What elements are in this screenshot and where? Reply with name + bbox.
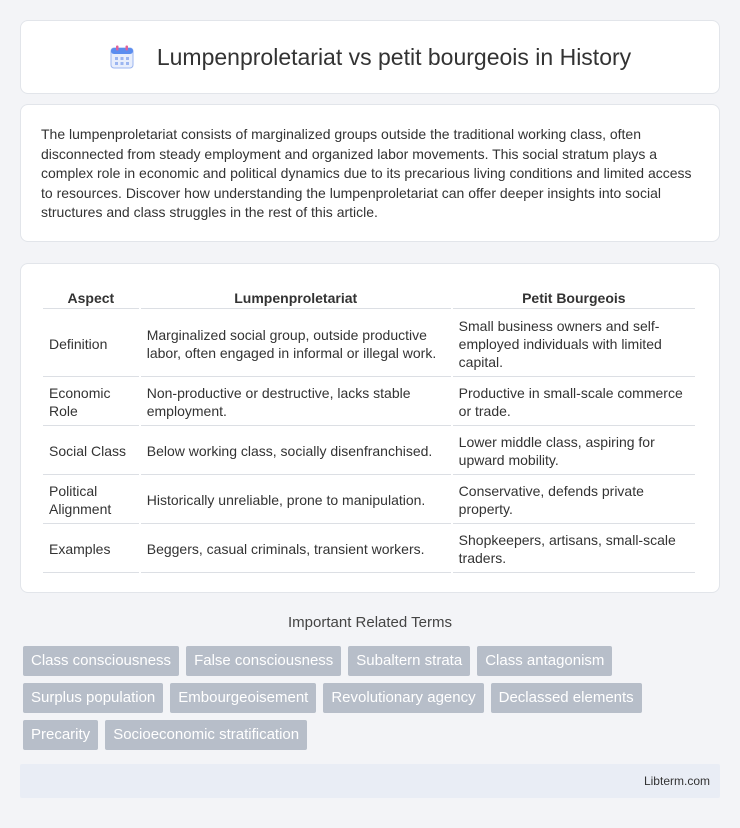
table-cell-petit: Conservative, defends private property. bbox=[453, 477, 695, 524]
column-header: Aspect bbox=[43, 286, 139, 309]
page-title: Lumpenproletariat vs petit bourgeois in History bbox=[156, 43, 632, 70]
table-cell-petit: Small business owners and self-employed individuals with limited capital. bbox=[453, 311, 695, 377]
footer bbox=[20, 764, 720, 798]
column-header: Petit Bourgeois bbox=[453, 286, 695, 309]
table-row bbox=[43, 379, 695, 426]
column-header: Lumpenproletariat bbox=[141, 286, 451, 309]
related-term-tag[interactable]: Surplus population bbox=[23, 683, 163, 713]
table-cell-aspect: Political Alignment bbox=[43, 477, 139, 524]
table-header-row bbox=[43, 286, 695, 309]
footer-site-link[interactable]: Libterm.com bbox=[643, 774, 710, 788]
related-term-tag[interactable]: Class antagonism bbox=[477, 646, 612, 676]
table-row bbox=[43, 477, 695, 524]
header-card bbox=[20, 20, 720, 94]
table-cell-petit: Lower middle class, aspiring for upward mobility. bbox=[453, 428, 695, 475]
calendar-icon bbox=[109, 44, 135, 70]
table-cell-lumpen: Beggers, casual criminals, transient workers. bbox=[141, 526, 451, 573]
table-cell-lumpen: Below working class, socially disenfranchised. bbox=[141, 428, 451, 475]
table-row bbox=[43, 428, 695, 475]
related-term-tag[interactable]: Embourgeoisement bbox=[170, 683, 316, 713]
table-cell-aspect: Economic Role bbox=[43, 379, 139, 426]
table-cell-aspect: Examples bbox=[43, 526, 139, 573]
related-term-tag[interactable]: Socioeconomic stratification bbox=[105, 720, 307, 750]
intro-paragraph: The lumpenproletariat consists of marginalized groups outside the traditional working class, often disconnected from steady employment and organized labor movements. This social stratum plays a complex role in economic and political dynamics due to its precarious living conditions and limited access to resources. Discover how understanding the lumpenproletariat can offer deeper insights into social structures and class struggles in the rest of this article. bbox=[41, 126, 692, 220]
table-cell-lumpen: Marginalized social group, outside productive labor, often engaged in informal or illegal work. bbox=[141, 311, 451, 377]
table-row bbox=[43, 526, 695, 573]
table-cell-petit: Shopkeepers, artisans, small-scale traders. bbox=[453, 526, 695, 573]
table-cell-lumpen: Historically unreliable, prone to manipulation. bbox=[141, 477, 451, 524]
intro-card bbox=[20, 104, 720, 242]
related-terms-title: Important Related Terms bbox=[288, 614, 452, 631]
table-row bbox=[43, 311, 695, 377]
related-term-tag[interactable]: Subaltern strata bbox=[348, 646, 470, 676]
table-cell-aspect: Social Class bbox=[43, 428, 139, 475]
related-terms-list bbox=[23, 646, 723, 750]
comparison-table bbox=[41, 284, 697, 575]
related-term-tag[interactable]: Revolutionary agency bbox=[323, 683, 483, 713]
related-term-tag[interactable]: Class consciousness bbox=[23, 646, 179, 676]
table-cell-lumpen: Non-productive or destructive, lacks stable employment. bbox=[141, 379, 451, 426]
comparison-table-card bbox=[20, 263, 720, 593]
related-term-tag[interactable]: Precarity bbox=[23, 720, 98, 750]
table-cell-petit: Productive in small-scale commerce or trade. bbox=[453, 379, 695, 426]
related-term-tag[interactable]: False consciousness bbox=[186, 646, 341, 676]
table-cell-aspect: Definition bbox=[43, 311, 139, 377]
related-term-tag[interactable]: Declassed elements bbox=[491, 683, 642, 713]
